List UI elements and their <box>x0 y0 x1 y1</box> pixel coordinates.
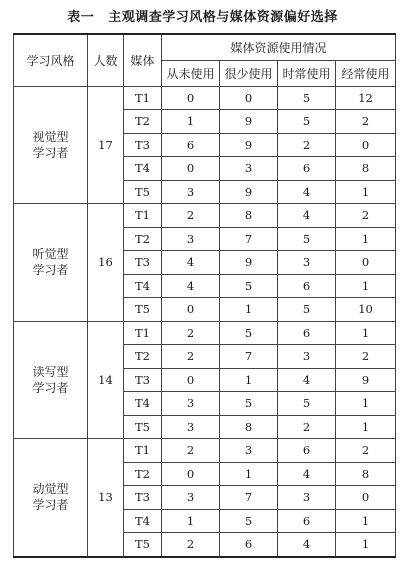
usage-always-cell: 2 <box>336 345 396 369</box>
usage-never-cell: 2 <box>162 533 220 557</box>
usage-always-cell: 1 <box>336 274 396 298</box>
usage-always-cell: 8 <box>336 157 396 181</box>
table-row <box>14 439 396 463</box>
table-number: 表一 <box>67 10 95 25</box>
usage-often-cell: 2 <box>278 133 336 157</box>
usage-never-cell: 0 <box>162 86 220 110</box>
learning-style-type: 读写型 <box>32 364 69 379</box>
learning-style-suffix: 学习者 <box>32 263 69 278</box>
usage-rarely-cell: 8 <box>220 204 278 228</box>
media-cell: T3 <box>124 133 162 157</box>
usage-always-cell: 0 <box>336 251 396 275</box>
learning-style-cell <box>14 204 88 322</box>
usage-rarely-cell: 7 <box>220 227 278 251</box>
usage-always-cell: 1 <box>336 321 396 345</box>
header-media: 媒体 <box>124 34 162 86</box>
usage-often-cell: 6 <box>278 439 336 463</box>
table-row <box>14 204 396 228</box>
learner-count-cell: 16 <box>88 204 124 322</box>
usage-rarely-cell: 7 <box>220 345 278 369</box>
usage-always-cell: 2 <box>336 110 396 134</box>
learning-style-suffix: 学习者 <box>32 498 69 513</box>
media-cell: T3 <box>124 251 162 275</box>
usage-always-cell: 1 <box>336 180 396 204</box>
usage-rarely-cell: 5 <box>220 392 278 416</box>
learning-style-suffix: 学习者 <box>32 145 69 160</box>
media-cell: T3 <box>124 486 162 510</box>
usage-never-cell: 0 <box>162 157 220 181</box>
usage-often-cell: 4 <box>278 462 336 486</box>
media-cell: T1 <box>124 86 162 110</box>
usage-never-cell: 3 <box>162 486 220 510</box>
learning-style-cell <box>14 321 88 439</box>
usage-always-cell: 1 <box>336 533 396 557</box>
usage-often-cell: 5 <box>278 110 336 134</box>
media-cell: T4 <box>124 274 162 298</box>
media-cell: T1 <box>124 204 162 228</box>
media-cell: T4 <box>124 509 162 533</box>
table-row <box>14 321 396 345</box>
usage-never-cell: 2 <box>162 345 220 369</box>
table-row <box>14 86 396 110</box>
usage-never-cell: 4 <box>162 251 220 275</box>
header-often: 时常使用 <box>278 60 336 86</box>
usage-often-cell: 4 <box>278 180 336 204</box>
learning-style-type: 动觉型 <box>32 482 69 497</box>
media-cell: T1 <box>124 439 162 463</box>
learner-count-cell: 13 <box>88 439 124 557</box>
learning-style-cell <box>14 86 88 204</box>
usage-never-cell: 0 <box>162 298 220 322</box>
usage-often-cell: 6 <box>278 509 336 533</box>
usage-often-cell: 5 <box>278 298 336 322</box>
media-cell: T5 <box>124 415 162 439</box>
usage-always-cell: 0 <box>336 133 396 157</box>
usage-always-cell: 1 <box>336 392 396 416</box>
usage-rarely-cell: 3 <box>220 439 278 463</box>
learner-count-cell: 14 <box>88 321 124 439</box>
usage-often-cell: 4 <box>278 533 336 557</box>
usage-never-cell: 4 <box>162 274 220 298</box>
usage-always-cell: 1 <box>336 415 396 439</box>
usage-never-cell: 1 <box>162 509 220 533</box>
header-always: 经常使用 <box>336 60 396 86</box>
usage-rarely-cell: 5 <box>220 274 278 298</box>
media-cell: T4 <box>124 157 162 181</box>
usage-often-cell: 3 <box>278 345 336 369</box>
usage-rarely-cell: 9 <box>220 180 278 204</box>
learning-style-type: 听觉型 <box>32 247 69 262</box>
media-cell: T2 <box>124 110 162 134</box>
usage-always-cell: 2 <box>336 204 396 228</box>
usage-rarely-cell: 1 <box>220 368 278 392</box>
usage-always-cell: 1 <box>336 509 396 533</box>
media-cell: T2 <box>124 345 162 369</box>
usage-always-cell: 10 <box>336 298 396 322</box>
learner-count-cell: 17 <box>88 86 124 204</box>
media-cell: T3 <box>124 368 162 392</box>
usage-rarely-cell: 9 <box>220 110 278 134</box>
usage-often-cell: 4 <box>278 368 336 392</box>
media-cell: T2 <box>124 462 162 486</box>
usage-never-cell: 3 <box>162 415 220 439</box>
usage-often-cell: 5 <box>278 227 336 251</box>
learning-style-type: 视觉型 <box>32 129 69 144</box>
usage-always-cell: 1 <box>336 227 396 251</box>
usage-rarely-cell: 5 <box>220 509 278 533</box>
usage-rarely-cell: 9 <box>220 133 278 157</box>
table-title: 主观调查学习风格与媒体资源偏好选择 <box>108 10 338 25</box>
usage-always-cell: 0 <box>336 486 396 510</box>
learning-style-cell <box>14 439 88 557</box>
usage-rarely-cell: 1 <box>220 298 278 322</box>
usage-never-cell: 2 <box>162 204 220 228</box>
usage-rarely-cell: 3 <box>220 157 278 181</box>
usage-often-cell: 2 <box>278 415 336 439</box>
media-cell: T1 <box>124 321 162 345</box>
media-cell: T5 <box>124 180 162 204</box>
media-cell: T2 <box>124 227 162 251</box>
usage-always-cell: 9 <box>336 368 396 392</box>
usage-always-cell: 12 <box>336 86 396 110</box>
header-rarely: 很少使用 <box>220 60 278 86</box>
media-cell: T5 <box>124 298 162 322</box>
usage-never-cell: 2 <box>162 321 220 345</box>
header-never: 从未使用 <box>162 60 220 86</box>
table-header <box>14 34 396 86</box>
header-style: 学习风格 <box>14 34 88 86</box>
usage-always-cell: 8 <box>336 462 396 486</box>
usage-often-cell: 5 <box>278 392 336 416</box>
usage-never-cell: 2 <box>162 439 220 463</box>
usage-often-cell: 5 <box>278 86 336 110</box>
usage-rarely-cell: 9 <box>220 251 278 275</box>
usage-never-cell: 3 <box>162 227 220 251</box>
usage-often-cell: 6 <box>278 274 336 298</box>
usage-never-cell: 0 <box>162 462 220 486</box>
usage-often-cell: 3 <box>278 251 336 275</box>
usage-never-cell: 3 <box>162 392 220 416</box>
usage-rarely-cell: 0 <box>220 86 278 110</box>
header-usage-group: 媒体资源使用情况 <box>162 34 396 60</box>
usage-rarely-cell: 5 <box>220 321 278 345</box>
media-cell: T4 <box>124 392 162 416</box>
usage-rarely-cell: 1 <box>220 462 278 486</box>
usage-often-cell: 6 <box>278 157 336 181</box>
header-count: 人数 <box>88 34 124 86</box>
usage-rarely-cell: 6 <box>220 533 278 557</box>
usage-never-cell: 3 <box>162 180 220 204</box>
learning-style-suffix: 学习者 <box>32 380 69 395</box>
usage-always-cell: 2 <box>336 439 396 463</box>
usage-never-cell: 0 <box>162 368 220 392</box>
media-cell: T5 <box>124 533 162 557</box>
usage-rarely-cell: 8 <box>220 415 278 439</box>
usage-never-cell: 6 <box>162 133 220 157</box>
usage-often-cell: 4 <box>278 204 336 228</box>
usage-rarely-cell: 7 <box>220 486 278 510</box>
usage-often-cell: 6 <box>278 321 336 345</box>
usage-never-cell: 1 <box>162 110 220 134</box>
usage-often-cell: 3 <box>278 486 336 510</box>
table-body <box>14 86 396 557</box>
survey-table <box>13 33 396 558</box>
table-caption <box>0 6 405 25</box>
